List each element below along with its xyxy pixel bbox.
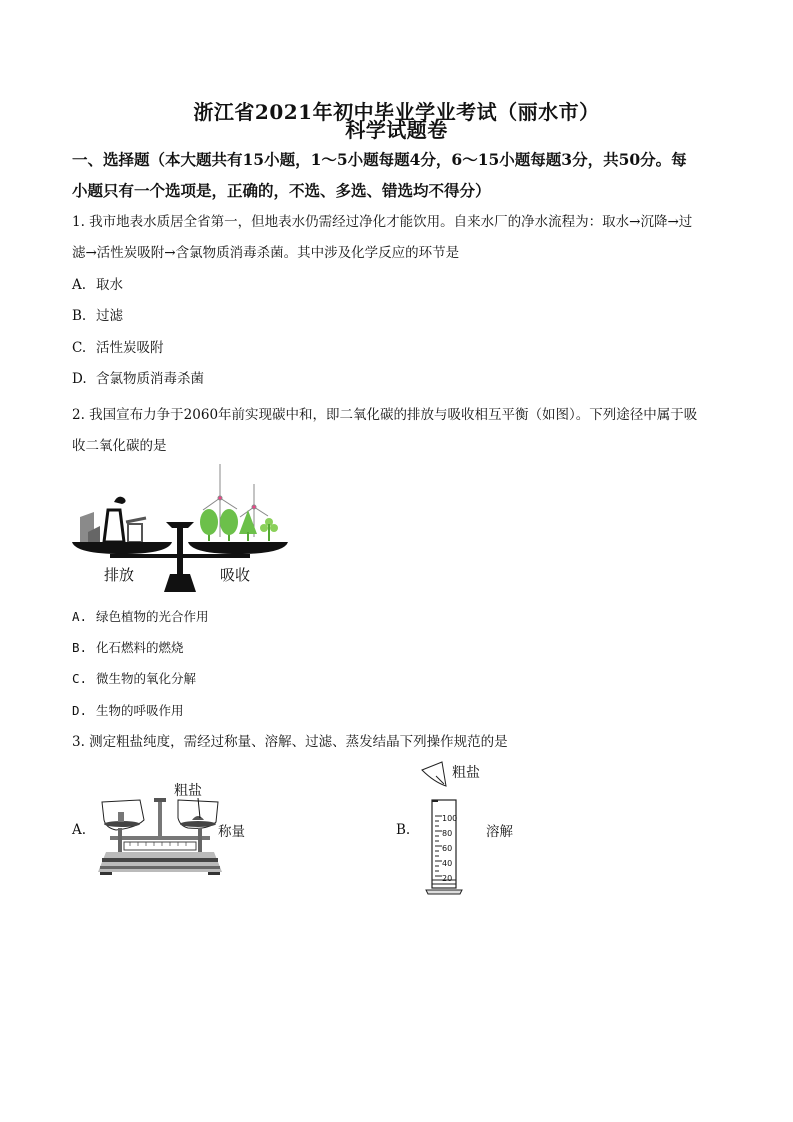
section-heading-line1: 一、选择题（本大题共有15小题，1～5小题每题4分，6～15小题每题3分，共50分。每 [72, 150, 687, 169]
option-text: 微生物的氧化分解 [96, 671, 197, 686]
question-3-stem: 3. 测定粗盐纯度，需经过称量、溶解、过滤、蒸发结晶下列操作规范的是 [72, 734, 508, 750]
tick-80: 80 [442, 829, 453, 838]
question-1-stem-line2: 滤→活性炭吸附→含氯物质消毒杀菌。其中涉及化学反应的环节是 [72, 245, 460, 261]
weighing-label: 称量 [218, 824, 245, 840]
pan-balance-icon [96, 780, 226, 880]
section-heading-line2: 小题只有一个选项是，正确的，不选、多选、错选均不得分） [72, 181, 491, 200]
option-text: 绿色植物的光合作用 [96, 609, 209, 624]
pan-balance-figure [96, 780, 226, 880]
absorption-label: 吸收 [220, 566, 251, 584]
emission-label: 排放 [104, 566, 135, 584]
option-letter: A. [72, 822, 87, 838]
cylinder-scale [442, 811, 457, 886]
factory-icon [80, 497, 146, 542]
dissolving-label: 溶解 [486, 824, 513, 840]
question-3-option-b[interactable] [396, 820, 410, 840]
option-text: 生物的呼吸作用 [96, 703, 184, 718]
option-letter: D. [72, 703, 88, 718]
option-letter: A. [72, 277, 87, 293]
option-text: 含氯物质消毒杀菌 [96, 371, 204, 387]
option-letter: C. [72, 671, 88, 686]
coarse-salt-label-a: 粗盐 [174, 783, 202, 799]
balance-scale-icon [70, 462, 290, 592]
option-letter: B. [72, 308, 87, 324]
question-2-stem [72, 400, 732, 462]
question-1-stem [72, 207, 732, 269]
section-heading [72, 144, 732, 206]
question-1-option-a[interactable] [72, 275, 123, 295]
tick-40: 40 [442, 859, 453, 868]
tick-60: 60 [442, 844, 453, 853]
trees-icon [200, 509, 278, 541]
question-2-option-c[interactable] [72, 669, 196, 689]
tick-20: 20 [442, 874, 453, 883]
option-text: 活性炭吸附 [96, 340, 164, 356]
option-letter: D. [72, 371, 87, 387]
question-2-stem-line1: 2. 我国宣布力争于2060年前实现碳中和，即二氧化碳的排放与吸收相互平衡（如图）。下列途径中属于吸 [72, 407, 698, 423]
question-1-option-b[interactable] [72, 306, 123, 326]
question-2-option-a[interactable] [72, 607, 209, 627]
option-text: 过滤 [96, 308, 123, 324]
question-1-option-d[interactable] [72, 369, 204, 389]
question-3-option-a[interactable] [72, 820, 86, 840]
option-letter: B. [72, 640, 88, 655]
tick-100: 100 [442, 814, 458, 823]
option-letter: C. [72, 340, 87, 356]
question-1-option-c[interactable] [72, 338, 164, 358]
option-letter: B. [396, 822, 411, 838]
graduated-cylinder-figure [420, 758, 480, 898]
coarse-salt-label-b: 粗盐 [452, 765, 480, 781]
option-text: 取水 [96, 277, 123, 293]
carbon-balance-figure [70, 462, 290, 592]
paper-subtitle: 科学试题卷 [345, 118, 448, 142]
option-text: 化石燃料的燃烧 [96, 640, 184, 655]
question-1-stem-line1: 1. 我市地表水质居全省第一，但地表水仍需经过净化才能饮用。自来水厂的净水流程为：取水→沉降→过 [72, 214, 693, 230]
option-letter: A. [72, 609, 88, 624]
question-2-option-d[interactable] [72, 701, 184, 721]
paper-title: 浙江省2021年初中毕业学业考试（丽水市） [193, 100, 600, 124]
question-2-option-b[interactable] [72, 638, 184, 658]
question-2-stem-line2: 收二氧化碳的是 [72, 438, 167, 454]
